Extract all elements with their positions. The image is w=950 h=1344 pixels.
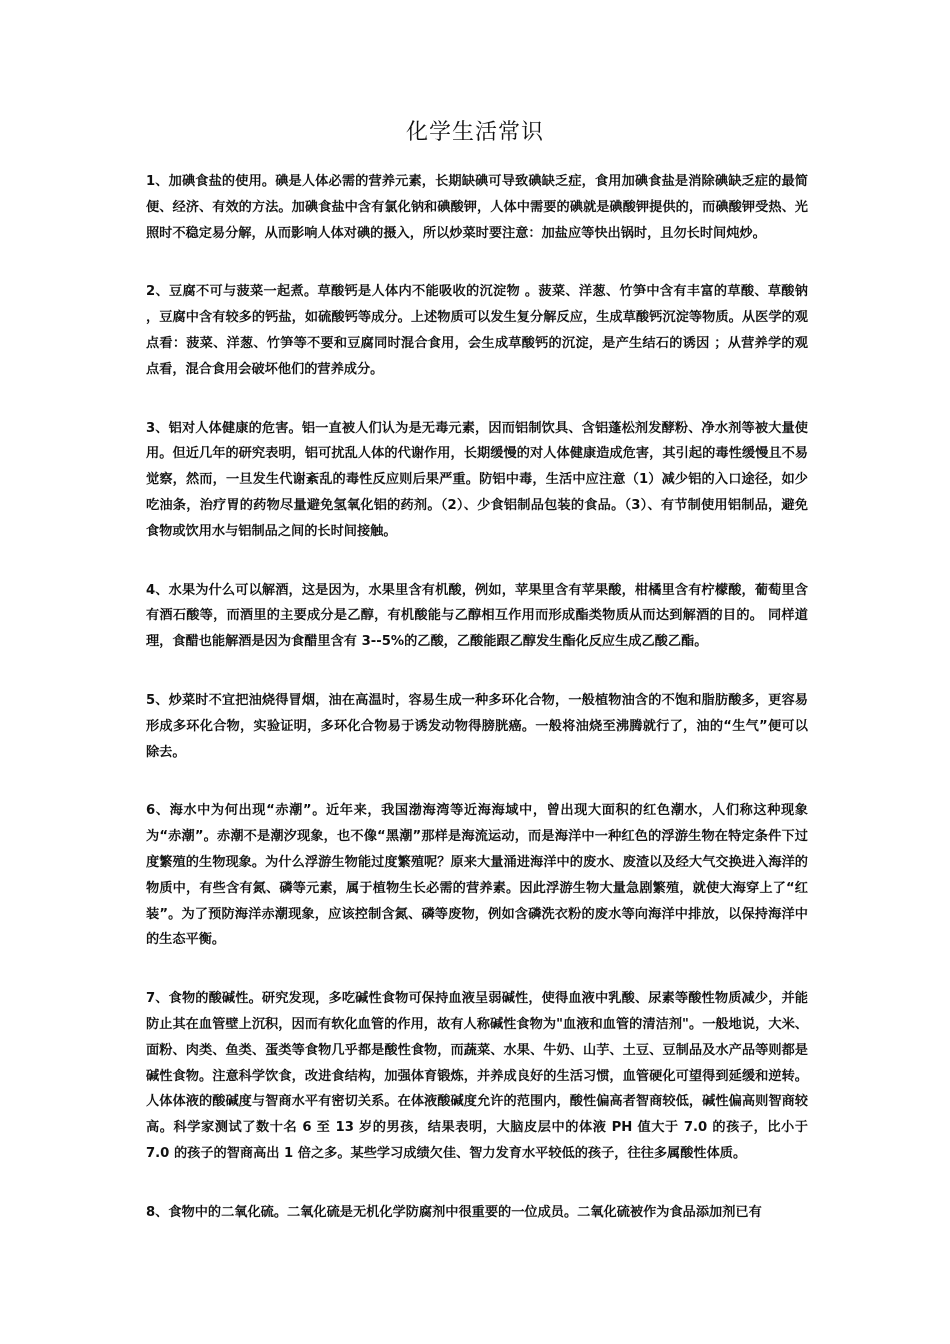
paragraph-sulfur-dioxide: 8、食物中的二氧化硫。二氧化硫是无机化学防腐剂中很重要的一位成员。二氧化硫被作为食品添加剂已有: [146, 1204, 762, 1220]
paragraph-tofu-spinach: 2、豆腐不可与菠菜一起煮。草酸钙是人体内不能吸收的沉淀物 。菠菜、洋葱、竹笋中含有丰富的草酸、草酸钠 ，豆腐中含有较多的钙盐，如硫酸钙等成分。上述物质可以发生复分解反应，生成草酸钙沉淀等物质。从医学的观点看：菠菜、洋葱、竹笋等不要和豆腐同时混合食用，会生成草酸钙的沉淀，是产生结石的诱因 ；从营养学的观点看，混合食用会破坏他们的营养成分。: [146, 284, 808, 377]
paragraph-iodized-salt: 1、加碘食盐的使用。碘是人体必需的营养元素，长期缺碘可导致碘缺乏症，食用加碘食盐是消除碘缺乏症的最简便、经济、有效的方法。加碘食盐中含有氯化钠和碘酸钾，人体中需要的碘就是碘酸钾提供的，而碘酸钾受热、光照时不稳定易分解，从而影响人体对碘的摄入，所以炒菜时要注意：加盐应等快出锅时，且勿长时间炖炒。: [146, 174, 808, 241]
paragraph-red-tide: 6、海水中为何出现“赤潮”。近年来，我国渤海湾等近海海域中，曾出现大面积的红色潮水，人们称这种现象为“赤潮”。赤潮不是潮汐现象，也不像“黑潮”那样是海流运动，而是海洋中一种红色的浮游生物在特定条件下过度繁殖的生物现象。为什么浮游生物能过度繁殖呢？原来大量涌进海洋中的废水、废渣以及经大气交换进入海洋的物质中，有些含有氮、磷等元素，属于植物生长必需的营养素。因此浮游生物大量急剧繁殖，就使大海穿上了“红装”。为了预防海洋赤潮现象，应该控制含氮、磷等废物，例如含磷洗衣粉的废水等向海洋中排放，以保持海洋中的生态平衡。: [146, 803, 808, 948]
paragraph-aluminum-hazard: 3、铝对人体健康的危害。铝一直被人们认为是无毒元素，因而铝制饮具、含铝蓬松剂发酵粉、净水剂等被大量使用。但近几年的研究表明，铝可扰乱人体的代谢作用，长期缓慢的对人体健康造成危害，其引起的毒性缓慢且不易觉察，然而，一旦发生代谢紊乱的毒性反应则后果严重。防铝中毒，生活中应注意（1）减少铝的入口途径，如少吃油条，治疗胃的药物尽量避免氢氧化铝的药剂。（2）、少食铝制品包装的食品。（3）、有节制使用铝制品，避免食物或饮用水与铝制品之间的长时间接触。: [146, 420, 808, 539]
paragraph-cooking-oil: 5、炒菜时不宜把油烧得冒烟，油在高温时，容易生成一种多环化合物，一般植物油含的不饱和脂肪酸多，更容易形成多环化合物，实验证明，多环化合物易于诱发动物得膀胱癌。一般将油烧至沸腾就行了，油的“生气”便可以除去。: [146, 692, 808, 760]
document-body: [146, 169, 808, 1226]
paragraph-food-acidity: 7、食物的酸碱性。研究发现，多吃碱性食物可保持血液呈弱碱性，使得血液中乳酸、尿素等酸性物质减少，并能防止其在血管壁上沉积，因而有软化血管的作用，故有人称碱性食物为"血液和血管的清洁剂"。一般地说，大米、面粉、肉类、鱼类、蛋类等食物几乎都是酸性食物，而蔬菜、水果、牛奶、山芋、土豆、豆制品及水产品等则都是碱性食物。注意科学饮食，改进食结构，加强体育锻炼，并养成良好的生活习惯，血管硬化可望得到延缓和逆转。人体体液的酸碱度与智商水平有密切关系。在体液酸碱度允许的范围内，酸性偏高者智商较低，碱性偏高则智商较高。科学家测试了数十名 6 至 13 岁的男孩，结果表明，大脑皮层中的体液 PH 值大于 7.0 的孩子，比小于 7.0 的孩子的智商高出 1 倍之多。某些学习成绩欠佳、智力发育水平较低的孩子，往往多属酸性体质。: [146, 991, 808, 1161]
document-title: 化学生活常识: [405, 120, 544, 145]
paragraph-fruit-hangover: 4、水果为什么可以解酒，这是因为，水果里含有机酸，例如，苹果里含有苹果酸，柑橘里含有柠檬酸，葡萄里含有酒石酸等，而酒里的主要成分是乙醇，有机酸能与乙醇相互作用而形成酯类物质从而达到解酒的目的。 同样道理，食醋也能解酒是因为食醋里含有 3--5%的乙酸，乙酸能跟乙醇发生酯化反应生成乙酸乙酯。: [146, 582, 808, 650]
